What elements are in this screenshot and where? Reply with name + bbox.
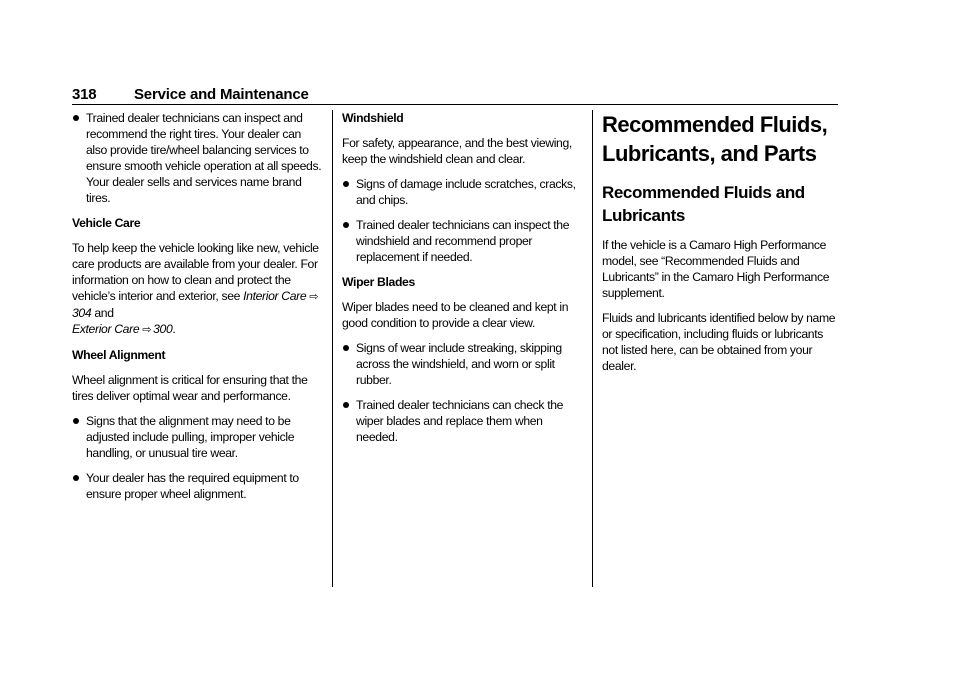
wiper-blades-bullet-list (342, 340, 582, 445)
bullet-text: Your dealer has the required equipment to ensure proper wheel alignment. (86, 471, 299, 501)
bullet-icon (343, 402, 349, 408)
list-item (72, 470, 322, 502)
list-item (342, 217, 582, 265)
list-item (72, 413, 322, 461)
page-number: 318 (72, 86, 97, 103)
vehicle-care-paragraph (72, 240, 322, 338)
subsection-heading: Recommended Fluids and Lubricants (602, 183, 805, 225)
vehicle-care-heading: Vehicle Care (72, 216, 141, 230)
bullet-icon (343, 222, 349, 228)
interior-care-link[interactable]: Interior Care (243, 289, 307, 303)
wheel-alignment-paragraph: Wheel alignment is critical for ensuring that the tires deliver optimal wear and performance. (72, 373, 308, 403)
bullet-icon (73, 418, 79, 424)
column-3 (602, 110, 838, 383)
list-item (72, 110, 322, 206)
interior-care-page-link[interactable]: 304 (72, 306, 92, 320)
list-item (342, 397, 582, 445)
bullet-text: Trained dealer technicians can check the wiper blades and replace them when needed. (356, 398, 564, 444)
bullet-icon (343, 345, 349, 351)
page-reference-arrow-icon: ⇨ (309, 291, 319, 303)
wheel-alignment-bullet-list (72, 413, 322, 502)
bullet-icon (343, 181, 349, 187)
vehicle-care-text: To help keep the vehicle looking like new, vehicle care products are available from your dealer. For information on how to clean and protect the vehicle’s interior and exterior, see (72, 241, 319, 303)
page-reference-arrow-icon: ⇨ (142, 324, 152, 336)
xref-and-text: and (94, 306, 114, 320)
section-heading: Recommended Fluids, Lubricants, and Parts (602, 112, 828, 166)
bullet-text: Signs of wear include streaking, skipping across the windshield, and worn or split rubber. (356, 341, 562, 387)
bullet-text: Signs of damage include scratches, cracks, and chips. (356, 177, 576, 207)
column-1 (72, 110, 322, 511)
bullet-text: Trained dealer technicians can inspect the windshield and recommend proper replacement if needed. (356, 218, 570, 264)
list-item (342, 340, 582, 388)
fluids-paragraph: Fluids and lubricants identified below by name or specification, including fluids or lubricants not listed here, can be obtained from your dealer. (602, 311, 836, 373)
xref-end-punct: . (172, 322, 176, 336)
bullet-text: Trained dealer technicians can inspect and recommend the right tires. Your dealer can also provide tire/wheel balancing services to ensure smooth vehicle operation at all speeds. Your dealer sells and services name brand tires. (86, 111, 322, 205)
bullet-icon (73, 115, 79, 121)
camaro-paragraph: If the vehicle is a Camaro High Performance model, see “Recommended Fluids and Lubricants” in the Camaro High Performance supplement. (602, 238, 830, 300)
windshield-bullet-list (342, 176, 582, 265)
windshield-heading: Windshield (342, 111, 404, 125)
header-rule (72, 104, 838, 105)
wheel-alignment-heading: Wheel Alignment (72, 348, 166, 362)
bullet-icon (73, 475, 79, 481)
column-divider (592, 110, 593, 587)
exterior-care-link[interactable]: Exterior Care (72, 322, 140, 336)
bullet-text: Signs that the alignment may need to be adjusted include pulling, improper vehicle handling, or unusual tire wear. (86, 414, 295, 460)
tire-bullet-list (72, 110, 322, 206)
exterior-care-page-link[interactable]: 300 (153, 322, 173, 336)
column-2 (342, 110, 582, 454)
wiper-blades-paragraph: Wiper blades need to be cleaned and kept in good condition to provide a clear view. (342, 300, 569, 330)
page-header (72, 86, 838, 104)
column-divider (332, 110, 333, 587)
section-title: Service and Maintenance (134, 86, 309, 103)
list-item (342, 176, 582, 208)
windshield-paragraph: For safety, appearance, and the best viewing, keep the windshield clean and clear. (342, 136, 572, 166)
wiper-blades-heading: Wiper Blades (342, 275, 415, 289)
